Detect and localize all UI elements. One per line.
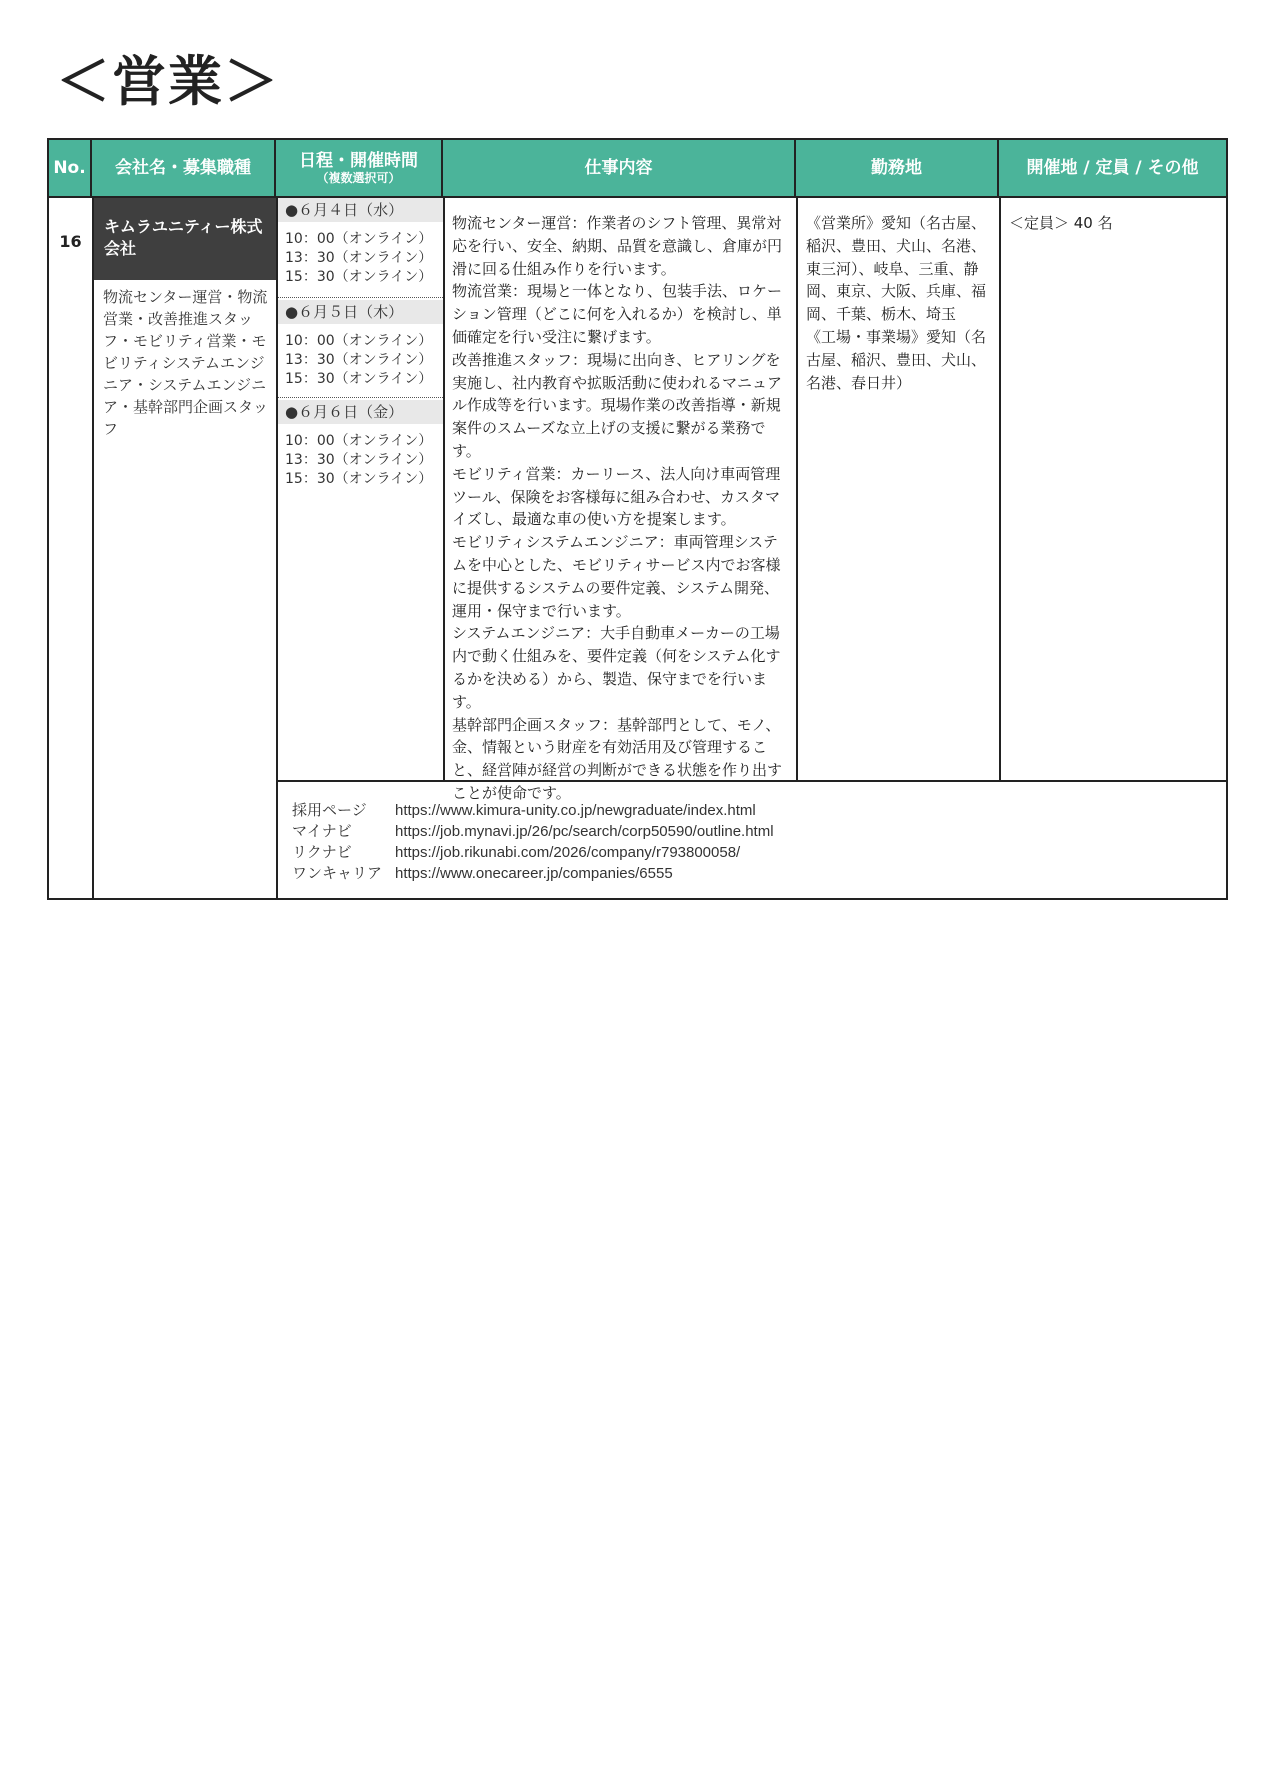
- schedule-time: 10：00（オンライン）: [285, 433, 433, 449]
- column-divider: [92, 196, 94, 898]
- column-divider: [999, 196, 1001, 782]
- work-description-paragraph: 物流センター運営：作業者のシフト管理、異常対応を行い、安全、納期、品質を意識し、倉庫が円滑に回る仕組み作りを行います。: [452, 214, 783, 278]
- company-name: キムラユニティー株式会社: [94, 198, 276, 280]
- link-row: [292, 800, 774, 821]
- schedule-time: 13：30（オンライン）: [285, 452, 433, 468]
- link-url[interactable]: https://job.rikunabi.com/2026/company/r793800058/: [395, 844, 741, 861]
- link-label: 採用ページ: [292, 801, 367, 819]
- link-label: マイナビ: [292, 822, 352, 840]
- schedule-time: 15：30（オンライン）: [285, 371, 433, 387]
- entry-number: 16: [59, 232, 82, 251]
- work-location-paragraph: 《工場・事業場》愛知（名古屋、稲沢、豊田、犬山、名港、春日井）: [806, 327, 987, 392]
- column-divider: [796, 196, 798, 782]
- work-description-paragraph: 物流営業：現場と一体となり、包装手法、ロケーション管理（どこに何を入れるか）を検討し、単価確定を行い受注に繋げます。: [452, 282, 783, 346]
- schedule-day: [278, 300, 443, 389]
- links-divider: [278, 780, 1226, 782]
- link-url[interactable]: https://www.kimura-unity.co.jp/newgraduate/index.html: [395, 802, 756, 819]
- link-label: リクナビ: [292, 843, 352, 861]
- page-title: ＜営業＞: [56, 50, 280, 113]
- schedule-time: 13：30（オンライン）: [285, 352, 433, 368]
- work-description-paragraph: モビリティシステムエンジニア：車両管理システムを中心とした、モビリティサービス内でお客様に提供するシステムの要件定義、システム開発、運用・保守まで行います。: [452, 533, 781, 620]
- link-url[interactable]: https://job.mynavi.jp/26/pc/search/corp50590/outline.html: [395, 823, 774, 840]
- work-description-paragraph: 基幹部門企画スタッフ：基幹部門として、モノ、金、情報という財産を有効活用及び管理すること、経営陣が経営の判断ができる状態を作り出すことが使命です。: [452, 715, 783, 802]
- schedule-time: 10：00（オンライン）: [285, 231, 433, 247]
- links-section: [292, 800, 774, 884]
- schedule-time: 15：30（オンライン）: [285, 269, 433, 285]
- work-location: [806, 212, 996, 394]
- schedule-separator: [278, 297, 443, 298]
- column-divider: [443, 196, 445, 782]
- header-no: No.: [49, 140, 92, 196]
- schedule-date: ●６月６日（金）: [278, 400, 443, 424]
- link-label: ワンキャリア: [292, 864, 383, 882]
- schedule-separator: [278, 397, 443, 398]
- header-schedule: 日程・開催時間 （複数選択可）: [276, 140, 443, 196]
- work-description-paragraph: 改善推進スタッフ：現場に出向き、ヒアリングを実施し、社内教育や拡販活動に使われるマニュアル作成等を行います。現場作業の改善指導・新規案件のスムーズな立上げの支援に繋がる業務です。: [452, 350, 783, 460]
- work-description-paragraph: モビリティ営業：カーリース、法人向け車両管理ツール、保険をお客様毎に組み合わせ、カスタマイズし、最適な車の使い方を提案します。: [452, 464, 781, 529]
- header-work: 仕事内容: [443, 140, 796, 196]
- work-location-paragraph: 《営業所》愛知（名古屋、稲沢、豊田、犬山、名港、東三河）、岐阜、三重、静岡、東京、大阪、兵庫、福岡、千葉、栃木、埼玉: [806, 214, 987, 324]
- header-venue: 開催地 / 定員 / その他: [999, 140, 1226, 196]
- schedule-date: ●６月４日（水）: [278, 198, 443, 222]
- link-row: [292, 821, 774, 842]
- job-types: 物流センター運営・物流営業・改善推進スタッフ・モビリティ営業・モビリティシステムエンジニア・システムエンジニア・基幹部門企画スタッフ: [103, 288, 269, 438]
- schedule-date: ●６月５日（木）: [278, 300, 443, 324]
- work-description: [452, 212, 790, 805]
- schedule-time: 13：30（オンライン）: [285, 250, 433, 266]
- header-location: 勤務地: [796, 140, 999, 196]
- link-url[interactable]: https://www.onecareer.jp/companies/6555: [395, 865, 673, 882]
- schedule-day: [278, 198, 443, 287]
- link-row: [292, 863, 774, 884]
- work-description-paragraph: システムエンジニア：大手自動車メーカーの工場内で動く仕組みを、要件定義（何をシステム化するかを決める）から、製造、保守までを行います。: [452, 624, 781, 711]
- link-row: [292, 842, 774, 863]
- header-company: 会社名・募集職種: [92, 140, 276, 196]
- recruitment-table: [47, 138, 1228, 900]
- capacity: ＜定員＞ 40 名: [1009, 214, 1113, 232]
- schedule-time: 10：00（オンライン）: [285, 333, 433, 349]
- schedule-day: [278, 400, 443, 489]
- schedule-time: 15：30（オンライン）: [285, 471, 433, 487]
